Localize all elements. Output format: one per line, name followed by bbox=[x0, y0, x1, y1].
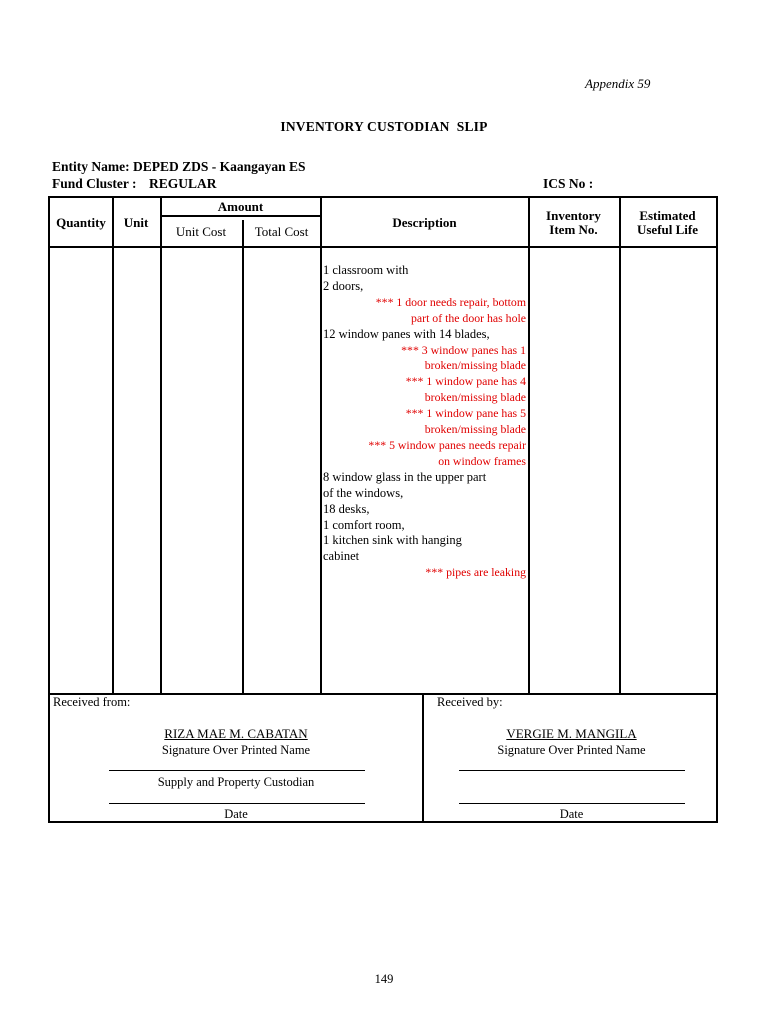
fund-cluster-value: REGULAR bbox=[149, 176, 217, 191]
description-note: *** pipes are leaking bbox=[425, 565, 526, 580]
ics-label: ICS No : bbox=[543, 176, 594, 191]
received-from-position: Supply and Property Custodian bbox=[157, 775, 315, 789]
header-useful-life-line1: Estimated bbox=[639, 208, 696, 223]
header-amount: Amount bbox=[217, 199, 264, 214]
page-number: 149 bbox=[374, 972, 394, 986]
description-line: 2 doors, bbox=[323, 278, 364, 293]
fund-cluster bbox=[52, 176, 217, 192]
header-unit: Unit bbox=[123, 215, 149, 230]
entity-name bbox=[52, 159, 306, 175]
document-title: INVENTORY CUSTODIAN SLIP bbox=[280, 119, 488, 134]
amount-divider bbox=[160, 215, 321, 217]
received-from-name: RIZA MAE M. CABATAN bbox=[164, 726, 308, 741]
description-line: 1 classroom with bbox=[323, 263, 409, 277]
received-by-date-line bbox=[459, 803, 685, 804]
header-useful-life bbox=[619, 209, 716, 237]
body-bottom-line bbox=[50, 693, 716, 695]
description-note: broken/missing blade bbox=[424, 422, 526, 437]
header-inventory-line2: Item No. bbox=[549, 222, 598, 237]
description-line: 1 kitchen sink with hanging bbox=[323, 533, 462, 548]
received-from-label: Received from: bbox=[53, 695, 131, 709]
description-line: 1 comfort room, bbox=[323, 517, 405, 532]
description-content bbox=[323, 263, 526, 581]
fund-cluster-label: Fund Cluster : bbox=[52, 176, 137, 191]
received-by-signature-line bbox=[459, 770, 685, 771]
header-unit-cost: Unit Cost bbox=[175, 224, 227, 239]
description-line: 18 desks, bbox=[323, 501, 370, 516]
description-line: cabinet bbox=[323, 549, 360, 564]
appendix-label: Appendix 59 bbox=[585, 76, 651, 91]
received-by-signature-caption: Signature Over Printed Name bbox=[497, 743, 646, 757]
description-note: broken/missing blade bbox=[424, 358, 526, 373]
received-from-signature-caption: Signature Over Printed Name bbox=[161, 743, 311, 757]
col-divider-description bbox=[528, 198, 530, 694]
received-from-date-line bbox=[109, 803, 365, 804]
description-line: 8 window glass in the upper part bbox=[323, 469, 487, 484]
entity-label: Entity Name: bbox=[52, 159, 130, 174]
received-by-label: Received by: bbox=[437, 695, 503, 709]
col-divider-unit bbox=[160, 198, 162, 694]
header-total-cost: Total Cost bbox=[254, 224, 309, 239]
entity-value: DEPED ZDS - Kaangayan ES bbox=[133, 159, 306, 174]
description-note: part of the door has hole bbox=[411, 310, 526, 325]
header-inventory-line1: Inventory bbox=[546, 208, 601, 223]
description-line: of the windows, bbox=[323, 485, 404, 500]
received-from-date-caption: Date bbox=[224, 807, 248, 821]
ics-number bbox=[543, 176, 593, 192]
header-quantity: Quantity bbox=[56, 215, 106, 230]
description-note: *** 5 window panes needs repair bbox=[368, 437, 526, 452]
col-divider-total-cost bbox=[320, 198, 322, 694]
description-note: *** 1 window pane has 4 bbox=[405, 374, 526, 389]
description-note: broken/missing blade bbox=[424, 390, 526, 405]
received-by-name: VERGIE M. MANGILA bbox=[506, 726, 637, 741]
description-note: on window frames bbox=[438, 453, 526, 468]
header-bottom-line bbox=[50, 246, 716, 248]
description-line: 12 window panes with 14 blades, bbox=[323, 326, 490, 341]
description-note: *** 3 window panes has 1 bbox=[401, 342, 526, 357]
col-divider-unit-cost bbox=[242, 220, 244, 694]
description-note: *** 1 door needs repair, bottom bbox=[375, 294, 526, 309]
received-from-position-line bbox=[109, 770, 365, 771]
col-divider-quantity bbox=[112, 198, 114, 694]
header-description: Description bbox=[392, 215, 457, 230]
header-inventory-item-no bbox=[528, 209, 619, 237]
col-divider-inventory bbox=[619, 198, 621, 694]
header-useful-life-line2: Useful Life bbox=[636, 222, 699, 237]
description-note: *** 1 window pane has 5 bbox=[405, 406, 526, 421]
received-by-date-caption: Date bbox=[559, 807, 584, 821]
